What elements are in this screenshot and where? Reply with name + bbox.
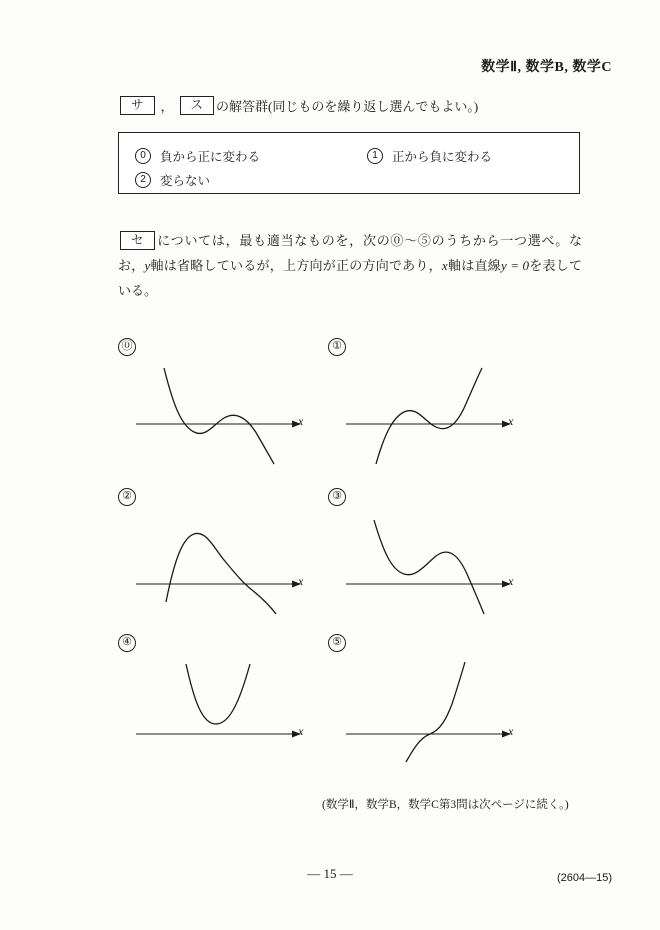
- choice-group-heading: [118, 96, 478, 115]
- option-label-1: 正から負に変わる: [392, 150, 493, 164]
- graph-option-5: [328, 634, 528, 774]
- graph-curve-1: [334, 356, 524, 471]
- paragraph-range-end: ⑤: [417, 233, 432, 248]
- paragraph-part-2: のうちから一つ選べ。なお，: [118, 233, 582, 273]
- graph-option-1: [328, 338, 528, 478]
- graph-axis-label-1: x: [508, 414, 514, 428]
- option-2: [135, 171, 210, 189]
- paragraph-var-y: y: [144, 258, 151, 273]
- graph-curve-4: [124, 652, 314, 767]
- choice-group-text: の解答群(同じものを繰り返し選んでもよい。): [216, 99, 479, 114]
- option-number-2: 2: [135, 172, 151, 188]
- graph-label-1: ①: [328, 338, 346, 356]
- option-number-0: 0: [135, 148, 151, 164]
- graph-axis-label-2: x: [298, 574, 304, 588]
- graph-axis-label-4: x: [298, 724, 304, 738]
- continuation-footnote: (数学Ⅱ，数学B，数学C第3問は次ページに続く。): [322, 799, 569, 811]
- graph-label-3: ③: [328, 488, 346, 506]
- paragraph-equation: y = 0: [500, 258, 529, 273]
- option-label-0: 負から正に変わる: [160, 150, 261, 164]
- option-number-1: 1: [367, 148, 383, 164]
- option-1: [367, 147, 492, 165]
- paragraph-range-start: ⓪: [390, 233, 405, 248]
- answer-box-su: ス: [180, 96, 215, 115]
- graph-axis-label-0: x: [298, 414, 304, 428]
- answer-options-frame: [118, 132, 580, 194]
- paragraph-part-1: については，最も適当なものを，次の: [156, 233, 391, 248]
- option-label-2: 変らない: [160, 174, 211, 188]
- graph-curve-0: [124, 356, 314, 471]
- choice-separator: ，: [160, 99, 174, 114]
- document-id: (2604—15): [556, 872, 612, 884]
- graph-curve-2: [124, 506, 314, 621]
- graph-label-5: ⑤: [328, 634, 346, 652]
- instruction-paragraph: [118, 228, 582, 303]
- graph-option-0: [118, 338, 318, 478]
- page-number: — 15 —: [307, 866, 353, 881]
- graph-option-3: [328, 488, 528, 628]
- paragraph-part-4: 軸は直線: [447, 258, 501, 273]
- graph-option-2: [118, 488, 318, 628]
- graph-curve-3: [334, 506, 524, 621]
- answer-box-se: セ: [120, 231, 155, 250]
- graph-label-4: ④: [118, 634, 136, 652]
- paragraph-part-3: 軸は省略しているが，上方向が正の方向であり，: [150, 258, 442, 273]
- paragraph-range-tilde: 〜: [404, 233, 418, 248]
- graph-curve-5: [334, 652, 524, 767]
- graph-axis-label-3: x: [508, 574, 514, 588]
- page-header-title: 数学Ⅱ, 数学B, 数学C: [481, 60, 612, 75]
- graph-axis-label-5: x: [508, 724, 514, 738]
- graph-option-4: [118, 634, 318, 774]
- answer-box-sa: サ: [120, 96, 155, 115]
- paragraph-part-5: を表している。: [118, 258, 582, 298]
- graph-label-0: ⓪: [118, 338, 136, 356]
- graph-label-2: ②: [118, 488, 136, 506]
- option-0: [135, 147, 260, 165]
- paragraph-var-x: x: [441, 258, 448, 273]
